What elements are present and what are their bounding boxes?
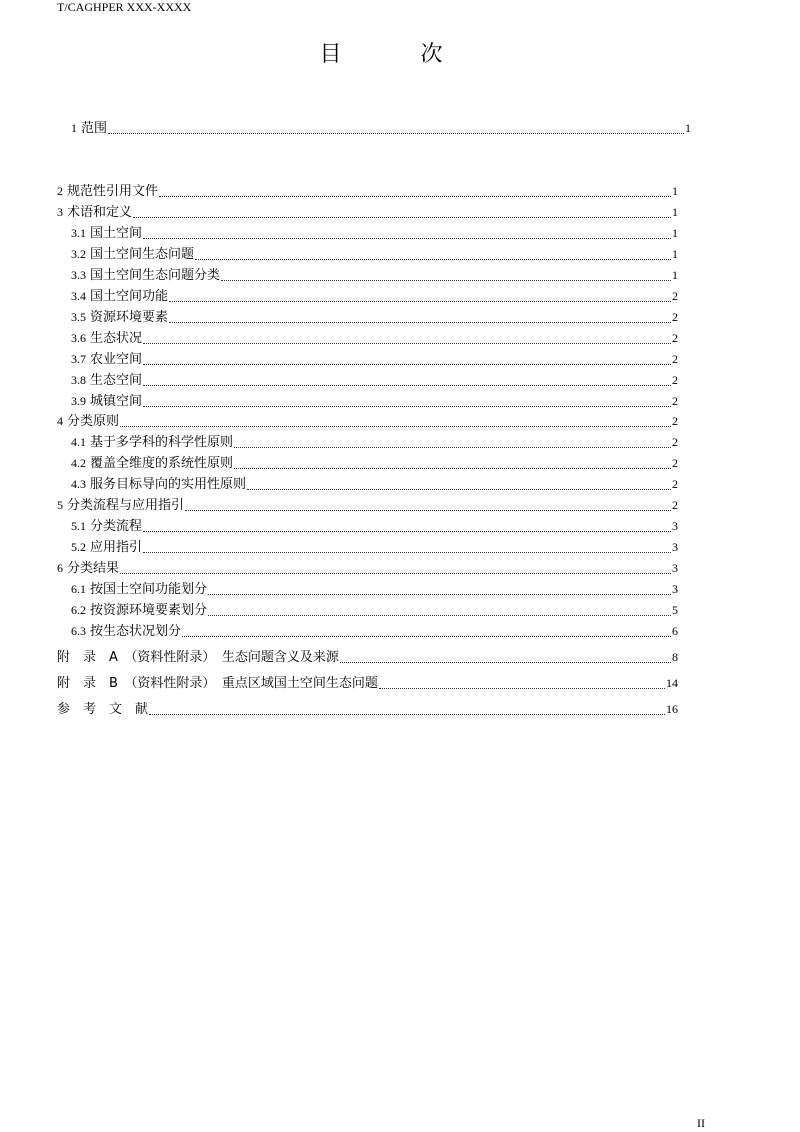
toc-page: 1: [672, 225, 678, 240]
toc-entry-3-4[interactable]: [71, 286, 678, 306]
dot-leader: [133, 216, 671, 218]
toc-label: 生态状况: [90, 330, 143, 346]
dot-leader: [120, 572, 671, 574]
toc-number: 3.1: [71, 225, 86, 240]
toc-number: 5: [57, 498, 63, 513]
dot-leader: [169, 300, 671, 302]
document-code: T/CAGHPER XXX-XXXX: [57, 0, 192, 14]
dot-leader: [208, 614, 671, 616]
dot-leader: [234, 467, 671, 469]
toc-number: 2: [57, 184, 63, 198]
toc-page: 2: [672, 477, 678, 492]
toc-label: 国土空间: [90, 225, 143, 241]
toc-label: 覆盖全维度的系统性原则: [90, 456, 234, 472]
dot-leader: [208, 593, 671, 595]
toc-page: 3: [672, 561, 678, 576]
toc-entry-3-6[interactable]: [71, 328, 678, 348]
appendix-entry-2[interactable]: [57, 699, 678, 719]
toc-label: 基于多学科的科学性原则: [90, 435, 234, 451]
appendix-entry-1[interactable]: [57, 673, 678, 693]
toc-number: 6: [57, 561, 63, 576]
appendix-label: 参 考 文 献: [57, 702, 149, 717]
appendix-label: 附 录 A （资料性附录） 生态问题含义及来源: [57, 650, 339, 665]
toc-number: 4: [57, 414, 63, 429]
toc-number: 3.7: [71, 351, 86, 366]
toc-page: 1: [672, 246, 678, 261]
toc-page: 2: [672, 435, 678, 450]
dot-leader: [169, 321, 671, 323]
toc-label: 分类流程与应用指引: [67, 498, 185, 514]
toc-label: 国土空间生态问题分类: [90, 267, 221, 283]
toc-entry-3-5[interactable]: [71, 307, 678, 327]
dot-leader: [149, 713, 665, 715]
toc-page: 2: [672, 288, 678, 303]
dot-leader: [182, 635, 671, 637]
toc-label: 按国土空间功能划分: [90, 582, 208, 598]
toc-entry-5-2[interactable]: [71, 537, 678, 557]
toc-entry-3-7[interactable]: [71, 349, 678, 369]
toc-page: 2: [672, 393, 678, 408]
toc-page: 1: [672, 184, 678, 198]
toc-label: 范围: [81, 121, 108, 136]
toc-entry-3-8[interactable]: [71, 370, 678, 390]
toc-number: 5.1: [71, 519, 86, 534]
toc-number: 6.2: [71, 603, 86, 617]
toc-page: 3: [672, 582, 678, 597]
dot-leader: [143, 237, 671, 239]
toc-label: 资源环境要素: [90, 309, 169, 325]
dot-leader: [379, 687, 665, 689]
toc-number: 3.8: [71, 372, 86, 387]
dot-leader: [340, 661, 671, 663]
toc-number: 3.2: [71, 246, 86, 261]
toc-number: 3.6: [71, 330, 86, 345]
toc-page: 2: [672, 309, 678, 324]
appendix-entry-0[interactable]: [57, 647, 678, 667]
toc-page: 1: [672, 267, 678, 282]
toc-number: 1: [71, 121, 77, 135]
toc-page: 14: [666, 676, 678, 690]
toc-entry-3-2[interactable]: [71, 244, 678, 264]
toc-entry-4-1[interactable]: [71, 432, 678, 452]
toc-number: 3.3: [71, 267, 86, 282]
toc-entry-3-1[interactable]: [71, 223, 678, 243]
toc-page: 16: [666, 702, 678, 716]
dot-leader: [143, 342, 671, 344]
toc-number: 6.1: [71, 582, 86, 597]
toc-page: 2: [672, 456, 678, 471]
dot-leader: [185, 509, 671, 511]
dot-leader: [234, 446, 671, 448]
toc-page: 3: [672, 540, 678, 555]
toc-label: 农业空间: [90, 351, 143, 367]
toc-label: 按资源环境要素划分: [90, 603, 208, 618]
toc-page: 1: [672, 204, 678, 219]
toc-label: 国土空间生态问题: [90, 246, 195, 262]
toc-label: 术语和定义: [67, 204, 133, 220]
toc-label: 国土空间功能: [90, 288, 169, 304]
toc-number: 5.2: [71, 540, 86, 555]
toc-entry-1[interactable]: [71, 118, 691, 138]
toc-page: 8: [672, 650, 678, 664]
toc-number: 3: [57, 204, 63, 219]
page-title: 目 次: [319, 42, 479, 67]
toc-label: 城镇空间: [90, 393, 143, 409]
toc-page: 2: [672, 372, 678, 387]
toc-label: 分类原则: [67, 414, 120, 430]
toc-number: 3.4: [71, 288, 86, 303]
toc-page: 5: [672, 603, 678, 617]
toc-page: 2: [672, 330, 678, 345]
toc-page: 6: [672, 623, 678, 638]
toc-page: 2: [672, 498, 678, 513]
toc-label: 分类流程: [90, 519, 143, 535]
dot-leader: [143, 551, 671, 553]
toc-entry-6-3[interactable]: [71, 621, 678, 641]
dot-leader: [143, 405, 671, 407]
dot-leader: [195, 258, 671, 260]
toc-entry-2[interactable]: [57, 181, 678, 201]
page-number: II: [697, 1116, 705, 1130]
dot-leader: [143, 530, 671, 532]
dot-leader: [108, 132, 684, 134]
dot-leader: [247, 488, 671, 490]
toc-number: 4.3: [71, 477, 86, 492]
toc-page: 2: [672, 414, 678, 429]
toc-number: 4.2: [71, 456, 86, 471]
appendix-label: 附 录 B （资料性附录） 重点区域国土空间生态问题: [57, 676, 378, 691]
toc-entry-4-3[interactable]: [71, 474, 678, 494]
toc-label: 规范性引用文件: [67, 184, 159, 199]
toc-entry-3-9[interactable]: [71, 391, 678, 411]
toc-label: 服务目标导向的实用性原则: [90, 477, 247, 493]
toc-entry-5[interactable]: [57, 495, 678, 515]
dot-leader: [221, 279, 671, 281]
dot-leader: [143, 363, 671, 365]
dot-leader: [120, 425, 671, 427]
toc-page: 1: [685, 121, 691, 135]
toc-label: 应用指引: [90, 540, 143, 556]
toc-entry-6-1[interactable]: [71, 579, 678, 599]
toc-entry-6[interactable]: [57, 558, 678, 578]
toc-number: 3.5: [71, 309, 86, 324]
toc-label: 生态空间: [90, 372, 143, 388]
toc-entry-6-2[interactable]: [71, 600, 678, 620]
toc-entry-5-1[interactable]: [71, 516, 678, 536]
toc-entry-4-2[interactable]: [71, 453, 678, 473]
toc-page: 3: [672, 519, 678, 534]
dot-leader: [159, 195, 671, 197]
toc-label: 分类结果: [67, 561, 120, 577]
toc-entry-3-3[interactable]: [71, 265, 678, 285]
toc-number: 3.9: [71, 393, 86, 408]
toc-page: 2: [672, 351, 678, 366]
toc-number: 6.3: [71, 623, 86, 638]
toc-label: 按生态状况划分: [90, 623, 182, 639]
toc-number: 4.1: [71, 435, 86, 450]
dot-leader: [143, 384, 671, 386]
toc-entry-3[interactable]: [57, 202, 678, 222]
toc-entry-4[interactable]: [57, 411, 678, 431]
